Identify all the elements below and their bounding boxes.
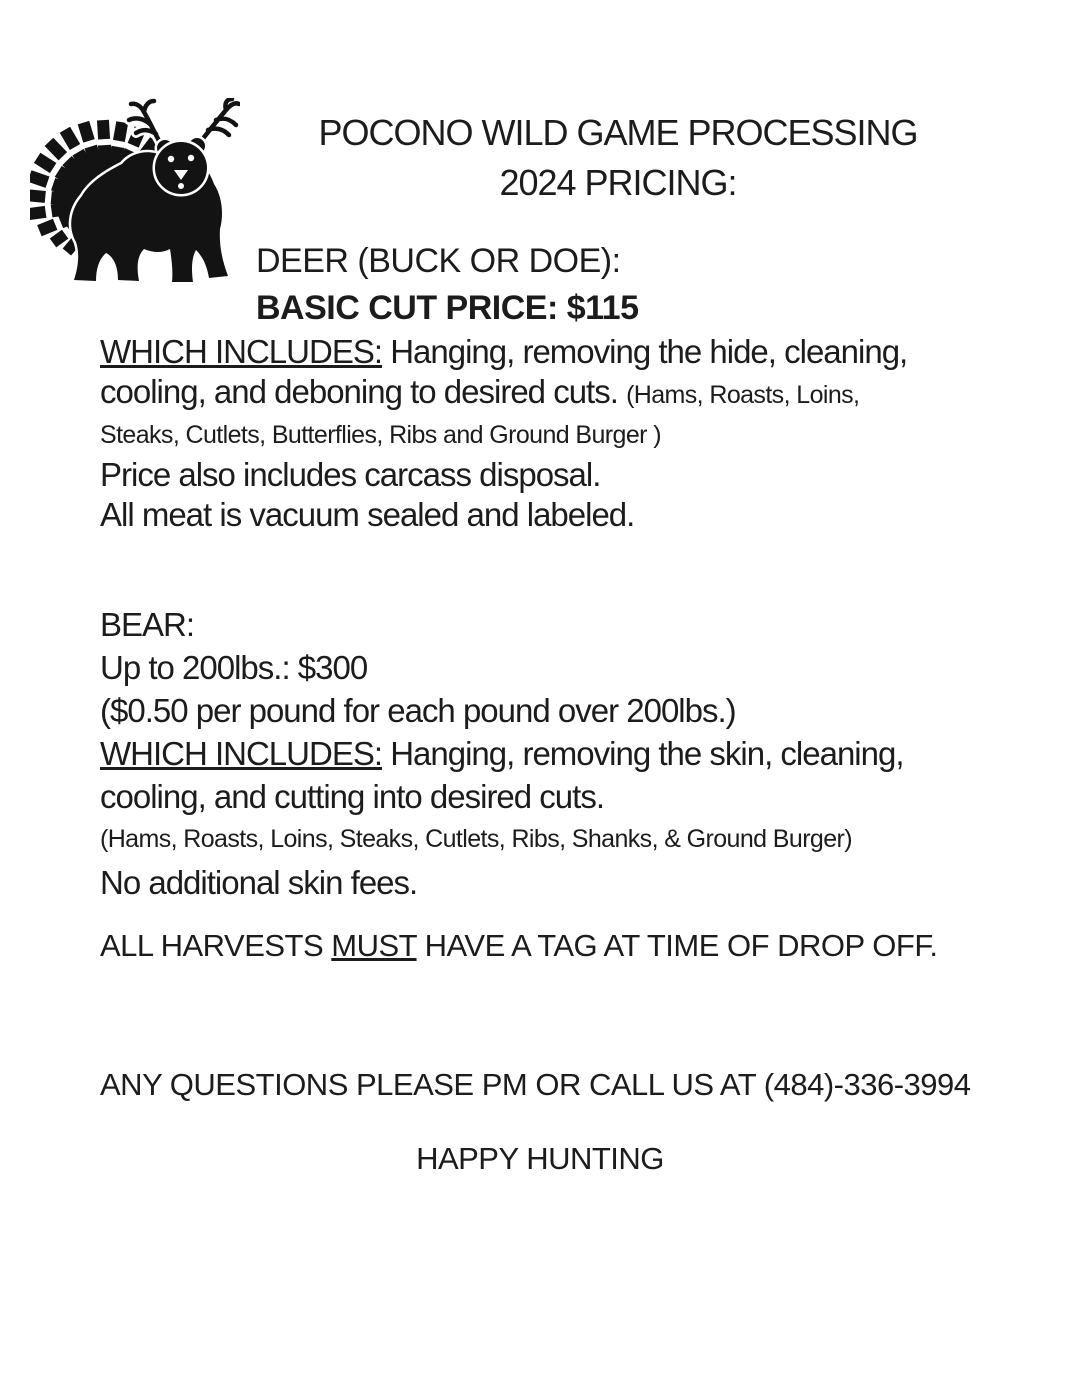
bear-includes-rest: Hanging, removing the skin, cleaning, [382,735,904,772]
bear-includes-line-2: cooling, and cutting into desired cuts. [100,778,605,815]
deer-note-1: Price also includes carcass disposal. [100,456,601,493]
tag-notice-suffix: HAVE A TAG AT TIME OF DROP OFF. [416,928,938,963]
deer-note-2: All meat is vacuum sealed and labeled. [100,496,635,533]
title-line-2: 2024 PRICING: [499,162,737,203]
deer-includes-line-3: Steaks, Cutlets, Butterflies, Ribs and Ground Burger ) [100,421,661,449]
deer-price: BASIC CUT PRICE: $115 [256,289,639,327]
tag-notice-prefix: ALL HARVESTS [100,928,332,963]
deer-includes-line-2-small: (Hams, Roasts, Loins, [626,381,860,409]
bear-section [100,603,980,904]
bear-includes-line-3: (Hams, Roasts, Loins, Steaks, Cutlets, Ribs, Shanks, & Ground Burger) [100,825,852,853]
deer-includes-label: WHICH INCLUDES: [100,333,383,370]
bear-price-1: Up to 200lbs.: $300 [100,649,368,686]
bear-includes-line-1 [100,732,980,775]
deer-includes-line-1 [100,332,980,372]
bear-price-2: ($0.50 per pound for each pound over 200lbs.) [100,692,736,729]
bear-antlers-turkey-logo-icon [30,98,240,283]
bear-note: No additional skin fees. [100,864,418,901]
tag-notice-emphasis: MUST [331,928,417,963]
contact-line: ANY QUESTIONS PLEASE PM OR CALL US AT (484)-336-3994 [100,1067,971,1102]
bear-antlers-turkey-logo [30,98,240,326]
bear-heading: BEAR: [100,606,195,643]
deer-heading: DEER (BUCK OR DOE): [256,242,621,280]
deer-includes-line-2-text: cooling, and deboning to desired cuts. [100,373,627,410]
deer-includes-rest: Hanging, removing the hide, cleaning, [382,333,908,370]
tag-notice [100,924,980,968]
deer-includes-line-2 [100,372,980,415]
bear-includes-label: WHICH INCLUDES: [100,735,383,772]
title-line-1: POCONO WILD GAME PROCESSING [318,112,918,153]
closing-line: HAPPY HUNTING [416,1141,664,1176]
